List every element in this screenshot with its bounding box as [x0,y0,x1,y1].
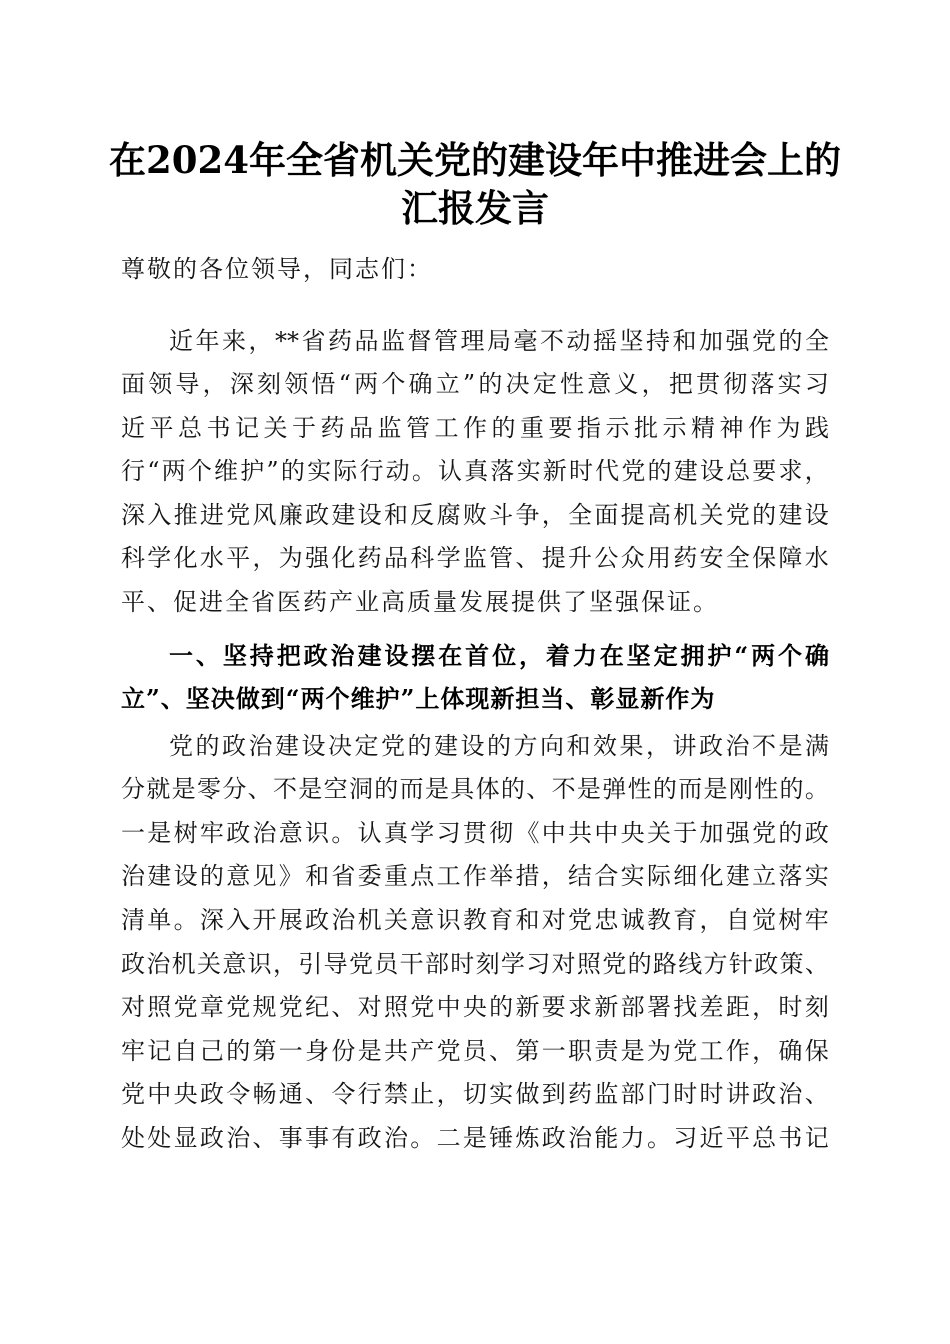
para2-line-6: 政 治 机 关 意 识 ， 引 导 党 员 干 部 时 刻 学 习 对 照 党 的 路 线 方 针 政 策 、 [121,950,829,978]
para2-line-7: 对 照 党 章 党 规 党 纪 、 对 照 党 中 央 的 新 要 求 新 部 署 找 差 距 ， 时 刻 [121,993,829,1021]
para2-line-9: 党 中 央 政 令 畅 通 、 令 行 禁 止 ， 切 实 做 到 药 监 部 门 时 时 讲 政 治 、 [121,1080,829,1108]
heading1-line-2: 立”、坚决做到“两个维护”上体现新担当、彰显新作为 [121,684,716,713]
para1-line-2: 面 领 导 ， 深 刻 领 悟 “ 两 个 确 立 ” 的 决 定 性 意 义 ， 把 贯 彻 落 实 习 [121,370,829,398]
para1-line-4: 行 “ 两 个 维 护 ” 的 实 际 行 动 。 认 真 落 实 新 时 代 党 的 建 设 总 要 求 ， [121,457,829,485]
para2-line-10: 处 处 显 政 治 、 事 事 有 政 治 。 二 是 锤 炼 政 治 能 力 。 习 近 平 总 书 记 [121,1124,829,1152]
heading1-line-1: 一 、 坚 持 把 政 治 建 设 摆 在 首 位 ， 着 力 在 坚 定 拥 护 “ 两 个 确 [169,641,829,670]
para2-line-8: 牢 记 自 己 的 第 一 身 份 是 共 产 党 员 、 第 一 职 责 是 为 党 工 作 ， 确 保 [121,1037,829,1065]
para1-line-1: 近 年 来 ， ** 省 药 品 监 督 管 理 局 毫 不 动 摇 坚 持 和 加 强 党 的 全 [169,327,829,355]
para1-line-5: 深 入 推 进 党 风 廉 政 建 设 和 反 腐 败 斗 争 ， 全 面 提 高 机 关 党 的 建 设 [121,501,829,529]
salutation: 尊敬的各位领导，同志们： [121,255,433,283]
para2-line-4: 治 建 设 的 意 见 》 和 省 委 重 点 工 作 举 措 ， 结 合 实 际 细 化 建 立 落 实 [121,862,829,890]
para1-line-3: 近 平 总 书 记 关 于 药 品 监 管 工 作 的 重 要 指 示 批 示 精 神 作 为 践 [121,414,829,442]
document-title-line-2: 汇报发言 [401,186,549,230]
para2-line-3: 一 是 树 牢 政 治 意 识 。 认 真 学 习 贯 彻 《 中 共 中 央 关 于 加 强 党 的 政 [121,819,829,847]
para1-line-7: 平、促进全省医药产业高质量发展提供了坚强保证。 [121,588,719,616]
para1-line-6: 科 学 化 水 平 ， 为 强 化 药 品 科 学 监 管 、 提 升 公 众 用 药 安 全 保 障 水 [121,544,829,572]
para2-line-2: 分 就 是 零 分 、 不 是 空 洞 的 而 是 具 体 的 、 不 是 弹 性 的 而 是 刚 性 的 。 [121,775,829,803]
para2-line-5: 清 单 。 深 入 开 展 政 治 机 关 意 识 教 育 和 对 党 忠 诚 教 育 ， 自 觉 树 牢 [121,906,829,934]
document-title-line-1: 在2024年全省机关党的建设年中推进会上的 [109,138,841,182]
para2-line-1: 党 的 政 治 建 设 决 定 党 的 建 设 的 方 向 和 效 果 ， 讲 政 治 不 是 满 [169,732,829,760]
